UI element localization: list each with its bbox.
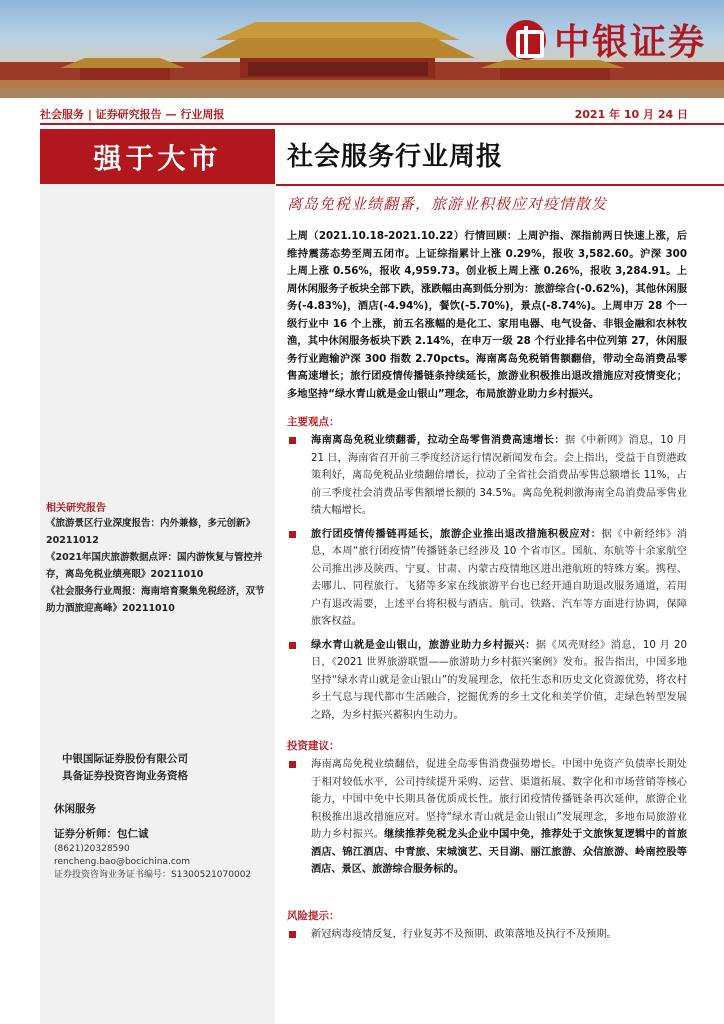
title-divider (276, 184, 724, 186)
advice-item (287, 756, 687, 879)
header-divider (40, 123, 724, 125)
company-qualification: 具备证券投资咨询业务资格 (62, 770, 188, 782)
view-body: 据《中新经纬》消息，本周“旅行团疫情”传播链条已经涉及 10 个省市区。国航、东航等十余家航空公司推出涉及陕西、宁夏、甘肃、内蒙古疫情地区进出港航班的特殊方案。携程、去哪儿、同程旅行、飞猪等多家在线旅游平台也已经开通自助退改服务通道，若用户有退改需要，上述平台将积极与酒店、航司、铁路、汽车等方面进行协调，保障旅客权益。 (311, 528, 688, 627)
analyst-phone: (8621)20328590 (54, 844, 130, 854)
analyst-license: 证券投资咨询业务证书编号：S1300521070002 (54, 870, 252, 880)
company-logo (506, 14, 706, 65)
breadcrumb: 社会服务 | 证券研究报告 — 行业周报 (40, 108, 225, 121)
page-subtitle: 离岛免税业绩翻番，旅游业积极应对疫情散发 (287, 195, 608, 213)
report-date: 2021 年 10 月 24 日 (574, 108, 688, 121)
advice-list (287, 756, 687, 885)
bullet-square-icon (289, 437, 296, 444)
risk-item (287, 926, 687, 944)
view-body: 据《凤壳财经》消息，10 月 20 日，《2021 世界旅游联盟——旅游助力乡村振兴案例》发布。报告指出，中国多地坚持“绿水青山就是金山银山”的发展理念，依托生态和历史文化资源优势，将农村乡土气息与现代都市生活融合，挖掘优秀的乡土文化和美学价值，走绿色转型发展之路，为乡村振兴蓄积内生动力。 (311, 639, 688, 721)
advice-recommendation: 继续推荐免税龙头企业中国中免，推荐处于文旅恢复逻辑中的首旅酒店、锦江酒店、中青旅、宋城演艺、天目湖、丽江旅游、众信旅游、岭南控股等酒店、景区、旅游综合服务标的。 (311, 829, 688, 875)
company-name: 中银国际证券股份有限公司 (62, 753, 188, 765)
related-report-item[interactable]: 《旅游景区行业深度报告：内外兼修，多元创新》20211012 (46, 518, 256, 546)
advice-body: 海南离岛免税业绩翻倍，促进全岛零售消费强势增长。中国中免资产负债率长期处于相对较低水平，公司持续提升采购、运营、渠道拓展、数字化和市场营销等核心能力，中国中免中长期具备优质成长性。旅行团疫情传播链条再次延伸，旅游企业积极推出退改措施应对。坚持“绿水青山就是金山银山”发展理念，多地布局旅游业助力乡村振兴。 (311, 759, 687, 840)
bullet-square-icon (289, 931, 296, 938)
analyst-contact (54, 843, 251, 882)
advice-heading: 投资建议： (287, 740, 340, 752)
weekly-summary: 上周（2021.10.18-2021.10.22）行情回顾：上周沪指、深指前两日快速上涨，后维持震荡态势至周五闭市。上证综指累计上涨 0.29%，报收 3,582.60。沪深 300 上周上涨 0.56%，报收 4,959.73。创业板上周上涨 0.26%，报收 3,284.91。上周休闲服务子板块全部下跌，涨跌幅由高到低分别为：旅游综合(-0.62%)，其他休闲服务(-4.83%)，酒店(-4.94%)，餐饮(-5.70%)，景点(-8.74%)。上周申万 28 个一级行业中 16 个上涨，前五名涨幅的是化工、家用电器、电气设备、非银金融和农林牧渔，其中休闲服务板块下跌 2.14%，在申万一级 28 个行业排名中位列第 27，休闲服务行业跑输沪深 300 指数 2.70pcts。海南离岛免税销售额翻倍，带动全岛消费品零售高速增长；旅行团疫情传播链条持续延长，旅游业积极推出退改措施应对疫情变化；多地坚持“绿水青山就是金山银山”理念，布局旅游业助力乡村振兴。 (287, 230, 687, 400)
related-report-item[interactable]: 《2021年国庆旅游数据点评：国内游恢复与管控并存，离岛免税业绩亮眼》20211010 (46, 552, 263, 580)
risk-list (287, 926, 687, 950)
risk-body: 新冠病毒疫情反复，行业复苏不及预期、政策落地及执行不及预期。 (311, 929, 617, 940)
view-item (287, 637, 687, 725)
related-report-item[interactable]: 《社会服务行业周报：海南培育聚集免税经济，双节助力酒旅迎高峰》20211010 (46, 586, 265, 614)
related-research-title: 相关研究报告 (46, 503, 106, 514)
report-header (40, 102, 724, 124)
risk-heading: 风险提示： (287, 910, 340, 922)
view-lead: 旅行团疫情传播链再延长，旅游企业推出退改措施积极应对： (311, 528, 602, 540)
header-banner (0, 0, 724, 98)
bullet-square-icon (289, 642, 296, 649)
page-title: 社会服务行业周报 (287, 142, 504, 172)
view-item (287, 432, 687, 520)
sector-label: 休闲服务 (54, 803, 96, 815)
bullet-square-icon (289, 531, 296, 538)
analyst-name: 证券分析师：包仁诚 (54, 828, 149, 840)
logo-text: 中银证券 (553, 21, 706, 63)
related-research-list (46, 515, 272, 617)
boc-logo-icon (506, 20, 546, 60)
view-item (287, 526, 687, 631)
views-heading: 主要观点： (287, 416, 340, 428)
view-lead: 海南离岛免税业绩翻番，拉动全岛零售消费高速增长： (311, 435, 565, 446)
left-sidebar (40, 129, 275, 1024)
rating-badge: 强于大市 (40, 129, 275, 184)
bullet-square-icon (289, 761, 296, 768)
views-list (287, 432, 687, 730)
view-lead: 绿水青山就是金山银山，旅游业助力乡村振兴： (311, 639, 536, 651)
analyst-email[interactable]: rencheng.bao@bocichina.com (54, 857, 191, 867)
view-body: 据《中新网》消息，10 月 21 日，海南省召开前三季度经济运行情况新闻发布会。会上指出，受益于自贸港政策利好，离岛免税品业绩翻倍增长，拉动了全省社会消费品零售总额增长 11%，占前三季度社会消费品零售额增长额的 34.5%。离岛免税刺激海南全岛消费品零售业绩大幅增长。 (311, 435, 688, 516)
company-info (62, 751, 188, 785)
